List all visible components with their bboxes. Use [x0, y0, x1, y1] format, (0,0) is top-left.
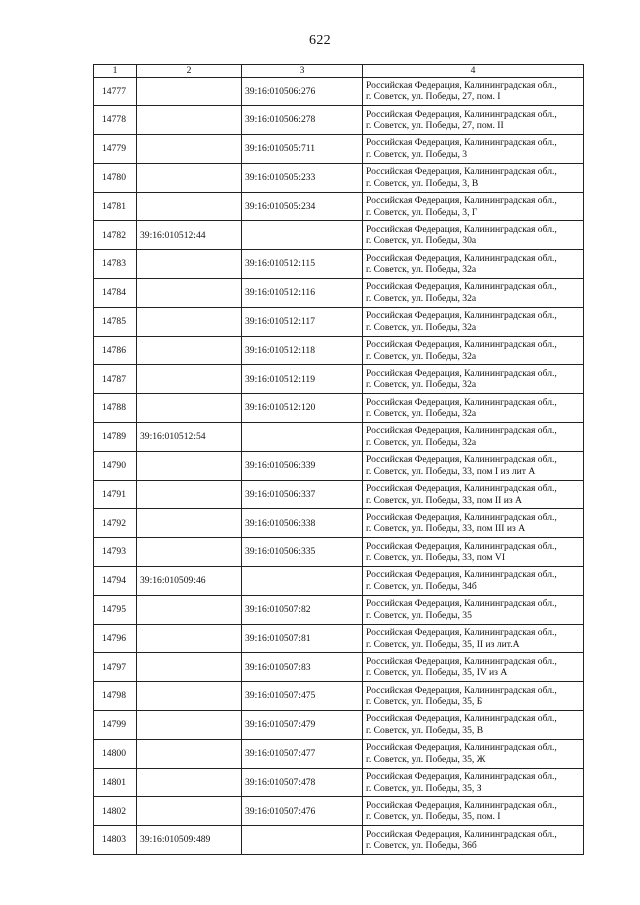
address-line-1: Российская Федерация, Калининградская обл.,: [366, 799, 557, 811]
registry-table: [93, 64, 584, 855]
table-row: [94, 567, 584, 596]
address-cell: [363, 711, 584, 740]
row-number-cell: 14798: [94, 682, 137, 711]
address-line-2: г. Советск, ул. Победы, 32а: [366, 264, 477, 276]
address-line-1: Российская Федерация, Калининградская обл.,: [366, 684, 557, 696]
parcel-cadastral-cell: [137, 480, 242, 509]
parcel-cadastral-cell: [137, 711, 242, 740]
row-number-cell: 14777: [94, 77, 137, 106]
row-number-cell: 14800: [94, 739, 137, 768]
row-number-cell: 14787: [94, 365, 137, 394]
table-row: [94, 192, 584, 221]
object-cadastral-cell: 39:16:010507:476: [242, 797, 363, 826]
address-line-1: Российская Федерация, Калининградская обл.,: [366, 281, 557, 293]
address-line-2: г. Советск, ул. Победы, 3, В: [366, 177, 479, 189]
object-cadastral-cell: 39:16:010506:278: [242, 106, 363, 135]
parcel-cadastral-cell: [137, 365, 242, 394]
address-line-1: Российская Федерация, Калининградская обл.,: [366, 195, 557, 207]
table-row: [94, 768, 584, 797]
address-cell: [363, 624, 584, 653]
address-line-2: г. Советск, ул. Победы, 35, В: [366, 724, 484, 736]
parcel-cadastral-cell: [137, 768, 242, 797]
column-header-4: 4: [363, 65, 584, 78]
address-line-1: Российская Федерация, Калининградская обл.,: [366, 454, 557, 466]
address-cell: [363, 135, 584, 164]
address-line-2: г. Советск, ул. Победы, 33, пом II из А: [366, 494, 522, 506]
address-line-2: г. Советск, ул. Победы, 33, пом VI: [366, 552, 506, 564]
address-line-1: Российская Федерация, Калининградская обл.,: [366, 655, 557, 667]
row-number-cell: 14778: [94, 106, 137, 135]
address-line-1: Российская Федерация, Калининградская обл.,: [366, 396, 557, 408]
address-cell: [363, 77, 584, 106]
table-row: [94, 538, 584, 567]
table-row: [94, 423, 584, 452]
object-cadastral-cell: 39:16:010506:335: [242, 538, 363, 567]
table-row: [94, 595, 584, 624]
table-header-row: [94, 65, 584, 78]
address-line-2: г. Советск, ул. Победы, 32а: [366, 292, 477, 304]
table-row: [94, 250, 584, 279]
address-line-1: Российская Федерация, Калининградская обл.,: [366, 627, 557, 639]
address-cell: [363, 394, 584, 423]
address-line-2: г. Советск, ул. Победы, 32а: [366, 350, 477, 362]
row-number-cell: 14789: [94, 423, 137, 452]
parcel-cadastral-cell: [137, 682, 242, 711]
address-line-2: г. Советск, ул. Победы, 32а: [366, 436, 477, 448]
object-cadastral-cell: 39:16:010512:118: [242, 336, 363, 365]
object-cadastral-cell: 39:16:010512:116: [242, 279, 363, 308]
address-line-2: г. Советск, ул. Победы, 35, З: [366, 782, 482, 794]
parcel-cadastral-cell: [137, 106, 242, 135]
address-cell: [363, 653, 584, 682]
address-line-1: Российская Федерация, Калининградская обл.,: [366, 771, 557, 783]
object-cadastral-cell: 39:16:010506:337: [242, 480, 363, 509]
address-line-2: г. Советск, ул. Победы, 35: [366, 609, 472, 621]
parcel-cadastral-cell: [137, 624, 242, 653]
object-cadastral-cell: 39:16:010512:119: [242, 365, 363, 394]
address-line-2: г. Советск, ул. Победы, 36б: [366, 840, 477, 852]
row-number-cell: 14796: [94, 624, 137, 653]
table-row: [94, 221, 584, 250]
address-line-2: г. Советск, ул. Победы, 3, Г: [366, 206, 478, 218]
table-row: [94, 739, 584, 768]
row-number-cell: 14802: [94, 797, 137, 826]
address-cell: [363, 567, 584, 596]
table-row: [94, 365, 584, 394]
address-line-1: Российская Федерация, Калининградская обл.,: [366, 223, 557, 235]
object-cadastral-cell: 39:16:010505:234: [242, 192, 363, 221]
table-row: [94, 451, 584, 480]
address-cell: [363, 365, 584, 394]
object-cadastral-cell: 39:16:010507:81: [242, 624, 363, 653]
parcel-cadastral-cell: 39:16:010509:489: [137, 826, 242, 855]
object-cadastral-cell: 39:16:010507:83: [242, 653, 363, 682]
row-number-cell: 14793: [94, 538, 137, 567]
address-line-2: г. Советск, ул. Победы, 32а: [366, 379, 477, 391]
table-row: [94, 826, 584, 855]
address-cell: [363, 768, 584, 797]
object-cadastral-cell: 39:16:010505:233: [242, 163, 363, 192]
address-line-2: г. Советск, ул. Победы, 27, пом. II: [366, 120, 504, 132]
object-cadastral-cell: 39:16:010512:115: [242, 250, 363, 279]
table-row: [94, 682, 584, 711]
parcel-cadastral-cell: [137, 163, 242, 192]
address-line-2: г. Советск, ул. Победы, 35, II из лит.А: [366, 638, 520, 650]
address-line-2: г. Советск, ул. Победы, 27, пом. I: [366, 91, 501, 103]
object-cadastral-cell: [242, 567, 363, 596]
address-line-2: г. Советск, ул. Победы, 3: [366, 148, 468, 160]
address-cell: [363, 595, 584, 624]
address-line-1: Российская Федерация, Калининградская обл.,: [366, 166, 557, 178]
address-line-1: Российская Федерация, Калининградская обл.,: [366, 108, 557, 120]
address-line-2: г. Советск, ул. Победы, 32а: [366, 408, 477, 420]
object-cadastral-cell: 39:16:010507:479: [242, 711, 363, 740]
table-row: [94, 509, 584, 538]
parcel-cadastral-cell: [137, 336, 242, 365]
parcel-cadastral-cell: [137, 279, 242, 308]
parcel-cadastral-cell: [137, 739, 242, 768]
address-line-2: г. Советск, ул. Победы, 35, Б: [366, 696, 483, 708]
column-header-3: 3: [242, 65, 363, 78]
row-number-cell: 14792: [94, 509, 137, 538]
table-row: [94, 279, 584, 308]
object-cadastral-cell: 39:16:010507:475: [242, 682, 363, 711]
row-number-cell: 14785: [94, 307, 137, 336]
address-cell: [363, 538, 584, 567]
address-line-1: Российская Федерация, Калининградская обл.,: [366, 137, 557, 149]
address-line-1: Российская Федерация, Калининградская обл.,: [366, 310, 557, 322]
address-cell: [363, 250, 584, 279]
address-cell: [363, 682, 584, 711]
object-cadastral-cell: 39:16:010506:276: [242, 77, 363, 106]
row-number-cell: 14779: [94, 135, 137, 164]
address-line-2: г. Советск, ул. Победы, 35, Ж: [366, 753, 486, 765]
row-number-cell: 14797: [94, 653, 137, 682]
address-cell: [363, 509, 584, 538]
table-row: [94, 394, 584, 423]
object-cadastral-cell: 39:16:010507:82: [242, 595, 363, 624]
parcel-cadastral-cell: [137, 509, 242, 538]
address-line-2: г. Советск, ул. Победы, 32а: [366, 321, 477, 333]
row-number-cell: 14780: [94, 163, 137, 192]
address-line-1: Российская Федерация, Калининградская обл.,: [366, 569, 557, 581]
address-cell: [363, 739, 584, 768]
parcel-cadastral-cell: [137, 451, 242, 480]
parcel-cadastral-cell: 39:16:010509:46: [137, 567, 242, 596]
table-row: [94, 77, 584, 106]
parcel-cadastral-cell: [137, 538, 242, 567]
address-cell: [363, 336, 584, 365]
address-cell: [363, 480, 584, 509]
address-line-1: Российская Федерация, Калининградская обл.,: [366, 252, 557, 264]
row-number-cell: 14781: [94, 192, 137, 221]
object-cadastral-cell: 39:16:010506:338: [242, 509, 363, 538]
address-line-2: г. Советск, ул. Победы, 35, IV из А: [366, 667, 508, 679]
object-cadastral-cell: 39:16:010507:478: [242, 768, 363, 797]
object-cadastral-cell: 39:16:010505:711: [242, 135, 363, 164]
address-cell: [363, 192, 584, 221]
address-cell: [363, 451, 584, 480]
address-cell: [363, 163, 584, 192]
address-line-2: г. Советск, ул. Победы, 34б: [366, 580, 477, 592]
address-line-2: г. Советск, ул. Победы, 35, пом. I: [366, 811, 501, 823]
parcel-cadastral-cell: 39:16:010512:44: [137, 221, 242, 250]
table-row: [94, 480, 584, 509]
object-cadastral-cell: 39:16:010506:339: [242, 451, 363, 480]
parcel-cadastral-cell: [137, 394, 242, 423]
object-cadastral-cell: 39:16:010512:117: [242, 307, 363, 336]
row-number-cell: 14783: [94, 250, 137, 279]
object-cadastral-cell: 39:16:010507:477: [242, 739, 363, 768]
parcel-cadastral-cell: [137, 250, 242, 279]
row-number-cell: 14790: [94, 451, 137, 480]
parcel-cadastral-cell: 39:16:010512:54: [137, 423, 242, 452]
row-number-cell: 14791: [94, 480, 137, 509]
address-line-1: Российская Федерация, Калининградская обл.,: [366, 79, 557, 91]
address-line-1: Российская Федерация, Калининградская обл.,: [366, 367, 557, 379]
address-cell: [363, 221, 584, 250]
table-row: [94, 624, 584, 653]
table-row: [94, 163, 584, 192]
row-number-cell: 14801: [94, 768, 137, 797]
table-row: [94, 307, 584, 336]
column-header-2: 2: [137, 65, 242, 78]
object-cadastral-cell: [242, 423, 363, 452]
table-row: [94, 336, 584, 365]
address-cell: [363, 307, 584, 336]
row-number-cell: 14782: [94, 221, 137, 250]
row-number-cell: 14786: [94, 336, 137, 365]
parcel-cadastral-cell: [137, 77, 242, 106]
address-line-1: Российская Федерация, Калининградская обл.,: [366, 511, 557, 523]
address-cell: [363, 106, 584, 135]
address-line-1: Российская Федерация, Калининградская обл.,: [366, 713, 557, 725]
address-cell: [363, 797, 584, 826]
table-row: [94, 653, 584, 682]
row-number-cell: 14799: [94, 711, 137, 740]
address-line-1: Российская Федерация, Калининградская обл.,: [366, 425, 557, 437]
address-line-2: г. Советск, ул. Победы, 33, пом I из лит А: [366, 465, 536, 477]
row-number-cell: 14784: [94, 279, 137, 308]
address-cell: [363, 423, 584, 452]
address-line-2: г. Советск, ул. Победы, 30а: [366, 235, 477, 247]
address-line-1: Российская Федерация, Калининградская обл.,: [366, 540, 557, 552]
address-cell: [363, 826, 584, 855]
parcel-cadastral-cell: [137, 192, 242, 221]
address-line-2: г. Советск, ул. Победы, 33, пом III из А: [366, 523, 526, 535]
object-cadastral-cell: 39:16:010512:120: [242, 394, 363, 423]
row-number-cell: 14795: [94, 595, 137, 624]
table-row: [94, 106, 584, 135]
address-line-1: Российская Федерация, Калининградская обл.,: [366, 742, 557, 754]
table-row: [94, 711, 584, 740]
parcel-cadastral-cell: [137, 595, 242, 624]
row-number-cell: 14788: [94, 394, 137, 423]
address-line-1: Российская Федерация, Калининградская обл.,: [366, 483, 557, 495]
table-row: [94, 135, 584, 164]
row-number-cell: 14794: [94, 567, 137, 596]
parcel-cadastral-cell: [137, 653, 242, 682]
parcel-cadastral-cell: [137, 797, 242, 826]
address-line-1: Российская Федерация, Калининградская обл.,: [366, 339, 557, 351]
address-line-1: Российская Федерация, Калининградская обл.,: [366, 598, 557, 610]
row-number-cell: 14803: [94, 826, 137, 855]
parcel-cadastral-cell: [137, 307, 242, 336]
parcel-cadastral-cell: [137, 135, 242, 164]
table-body: [94, 77, 584, 855]
page-number: 622: [309, 33, 331, 48]
address-line-1: Российская Федерация, Калининградская обл.,: [366, 828, 557, 840]
object-cadastral-cell: [242, 826, 363, 855]
address-cell: [363, 279, 584, 308]
table-row: [94, 797, 584, 826]
object-cadastral-cell: [242, 221, 363, 250]
column-header-1: 1: [94, 65, 137, 78]
